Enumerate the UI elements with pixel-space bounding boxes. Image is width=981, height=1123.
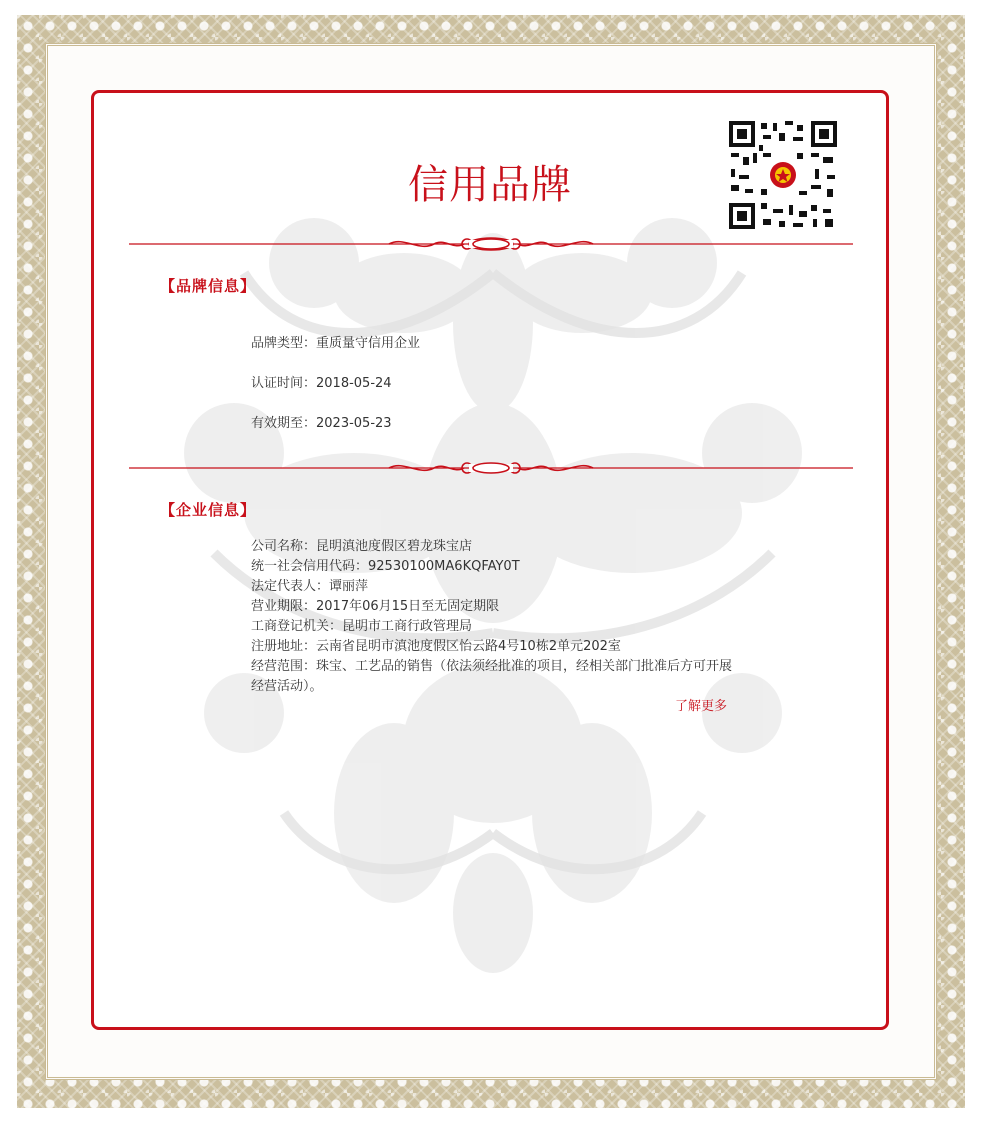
ornamental-divider [129,458,853,478]
certificate-panel [91,90,889,1030]
registered-address-value: 云南省昆明市滇池度假区怡云路4号10栋2单元202室 [316,639,621,654]
legal-representative-value: 谭丽萍 [329,579,369,594]
credit-code-value: 92530100MA6KQFAY0T [368,559,520,574]
page-title: 信用品牌 [408,162,572,208]
certification-date-row [251,372,392,391]
valid-until-value: 2023-05-23 [316,416,392,431]
learn-more-link[interactable]: 了解更多 [675,699,728,714]
registered-address-label: 注册地址： [251,639,317,654]
business-scope-label: 经营范围： [251,659,317,674]
business-scope-value: 珠宝、工艺品的销售（依法须经批准的项目，经相关部门批准后方可开展经营活动）。 [251,659,733,694]
legal-representative-row [251,577,741,597]
brand-type-label: 品牌类型： [251,336,317,351]
certification-date-label: 认证时间： [251,376,317,391]
brand-type-row [251,332,420,351]
business-scope-row [251,657,741,697]
valid-until-row [251,412,392,431]
company-name-value: 昆明滇池度假区碧龙珠宝店 [316,539,473,554]
registration-authority-label: 工商登记机关： [251,619,343,634]
company-section-title: 【企业信息】 [160,501,257,519]
registration-authority-row [251,617,741,637]
company-info-block [251,537,741,697]
brand-section-title: 【品牌信息】 [160,277,257,295]
certification-date-value: 2018-05-24 [316,376,392,391]
ornamental-divider [129,234,853,254]
legal-representative-label: 法定代表人： [251,579,330,594]
company-name-row [251,537,741,557]
business-term-row [251,597,741,617]
registration-authority-value: 昆明市工商行政管理局 [342,619,473,634]
business-term-label: 营业期限： [251,599,317,614]
brand-type-value: 重质量守信用企业 [316,336,421,351]
company-name-label: 公司名称： [251,539,317,554]
credit-code-row [251,557,741,577]
valid-until-label: 有效期至： [251,416,317,431]
credit-code-label: 统一社会信用代码： [251,559,369,574]
registered-address-row [251,637,741,657]
qr-code[interactable] [727,119,839,231]
business-term-value: 2017年06月15日至无固定期限 [316,599,500,614]
